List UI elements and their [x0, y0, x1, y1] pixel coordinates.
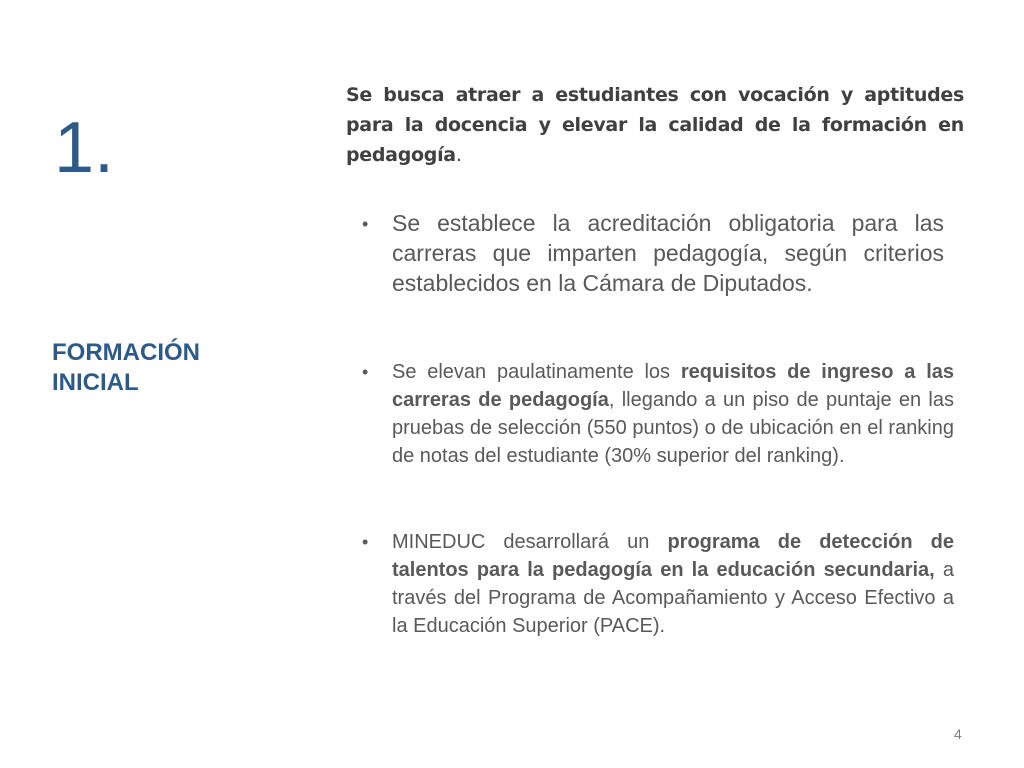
bullet-text: Se establece la acreditación obligatoria para las carreras que imparten pedagogía, según criterios establecidos en la Cámara de Diputados.	[392, 210, 944, 296]
bullet-text	[392, 531, 954, 637]
bullet-text	[392, 361, 954, 467]
section-title-line2: INICIAL	[52, 369, 139, 396]
intro-period: .	[455, 144, 462, 166]
bullet-text-post: a través del Programa de Acompañamiento y Acceso Efectivo a la Educación Superior (PACE).	[392, 559, 955, 637]
bullet-item-talent-program	[362, 528, 955, 640]
intro-paragraph	[346, 80, 964, 170]
intro-text: Se busca atraer a estudiantes con vocación y aptitudes para la docencia y elevar la calidad de la formación en pedagogía	[346, 84, 964, 166]
bullet-marker: •	[362, 362, 369, 382]
bullet-text-post: , llegando a un piso de puntaje en las pruebas de selección (550 puntos) o de ubicación en el ranking de notas del estudiante (30% superior del ranking).	[392, 389, 954, 467]
bullet-item-admission-requirements	[362, 358, 954, 470]
bullet-text-bold: programa de detección de talentos para la pedagogía en la educación secundaria,	[392, 531, 954, 581]
bullet-text-bold: requisitos de ingreso a las carreras de pedagogía	[392, 361, 954, 411]
bullet-text-pre: Se elevan paulatinamente los	[392, 361, 681, 383]
bullet-text-pre: MINEDUC desarrollará un	[392, 531, 668, 553]
slide-number-heading: 1.	[54, 108, 115, 188]
bullet-marker: •	[362, 214, 369, 234]
section-title-line1: FORMACIÓN	[52, 339, 200, 366]
bullet-marker: •	[362, 532, 369, 552]
section-title	[52, 338, 292, 398]
page-number: 4	[954, 726, 962, 742]
bullet-item-accreditation	[362, 208, 944, 298]
